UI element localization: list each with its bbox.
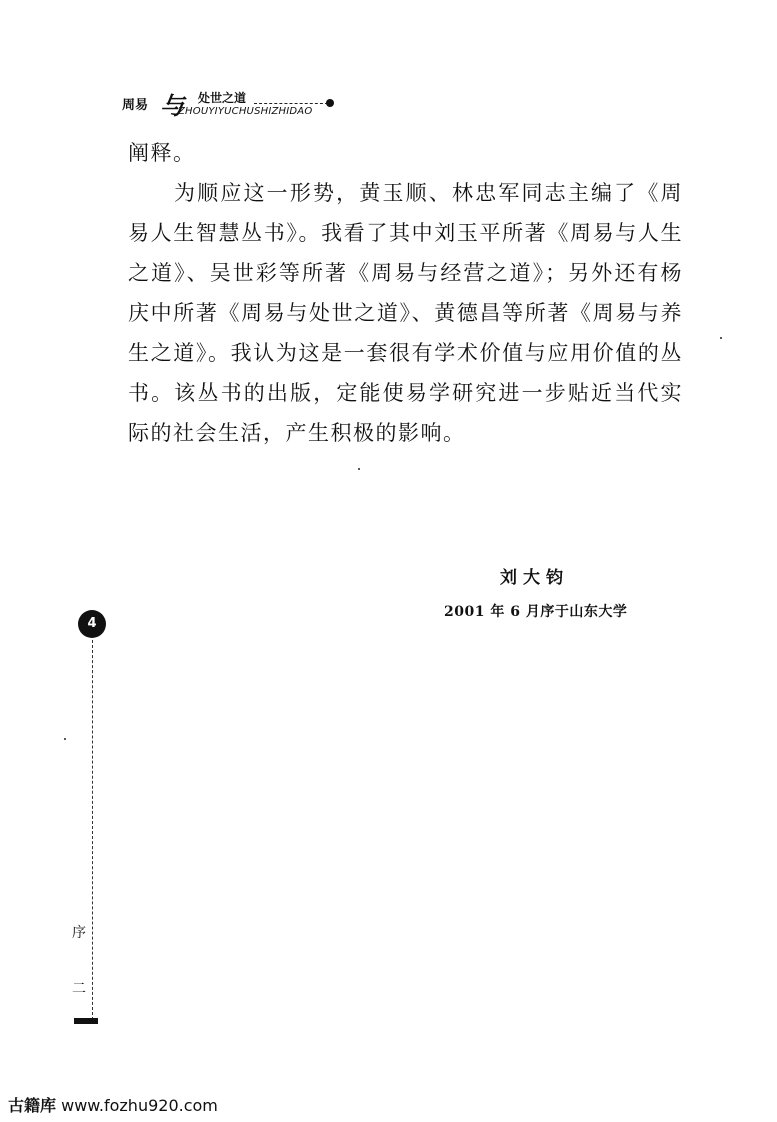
scan-speck: [358, 468, 360, 470]
watermark-footer: [8, 1093, 218, 1116]
body-text: [128, 133, 683, 453]
footer-url[interactable]: www.fozhu920.com: [61, 1096, 218, 1115]
signature-date: 2001 年 6 月序于山东大学: [444, 604, 628, 620]
side-section-label-er: 二: [72, 981, 86, 997]
author-signature: 刘大钧: [500, 568, 569, 588]
side-section-label-xu: 序: [72, 925, 86, 941]
header-dot: [326, 99, 334, 107]
side-bottom-bar: [74, 1018, 98, 1024]
header-zhouyi: 周易: [122, 98, 149, 113]
scan-speck: [64, 738, 66, 740]
header-book-title: 处世之道: [198, 91, 247, 105]
paragraph-main: 为顺应这一形势，黄玉顺、林忠军同志主编了《周易人生智慧丛书》。我看了其中刘玉平所著《周易与人生之道》、吴世彩等所著《周易与经营之道》；另外还有杨庆中所著《周易与处世之道》、黄德昌等所著《周易与养生之道》。我认为这是一套很有学术价值与应用价值的丛书。该丛书的出版，定能使易学研究进一步贴近当代实际的社会生活，产生积极的影响。: [128, 181, 683, 445]
header-pinyin: ZHOUYIYUCHUSHIZHIDAO: [178, 106, 313, 117]
side-dashed-rule: [92, 640, 93, 1020]
footer-brand: 古籍库: [8, 1096, 57, 1115]
scan-speck: [720, 337, 722, 339]
paragraph-continuation: 阐释。: [128, 141, 196, 165]
page-number-badge: 4: [78, 610, 106, 638]
running-header: [122, 86, 337, 122]
header-dashed-rule: [254, 103, 328, 104]
header-yu-calligraphy: 与: [160, 91, 184, 120]
